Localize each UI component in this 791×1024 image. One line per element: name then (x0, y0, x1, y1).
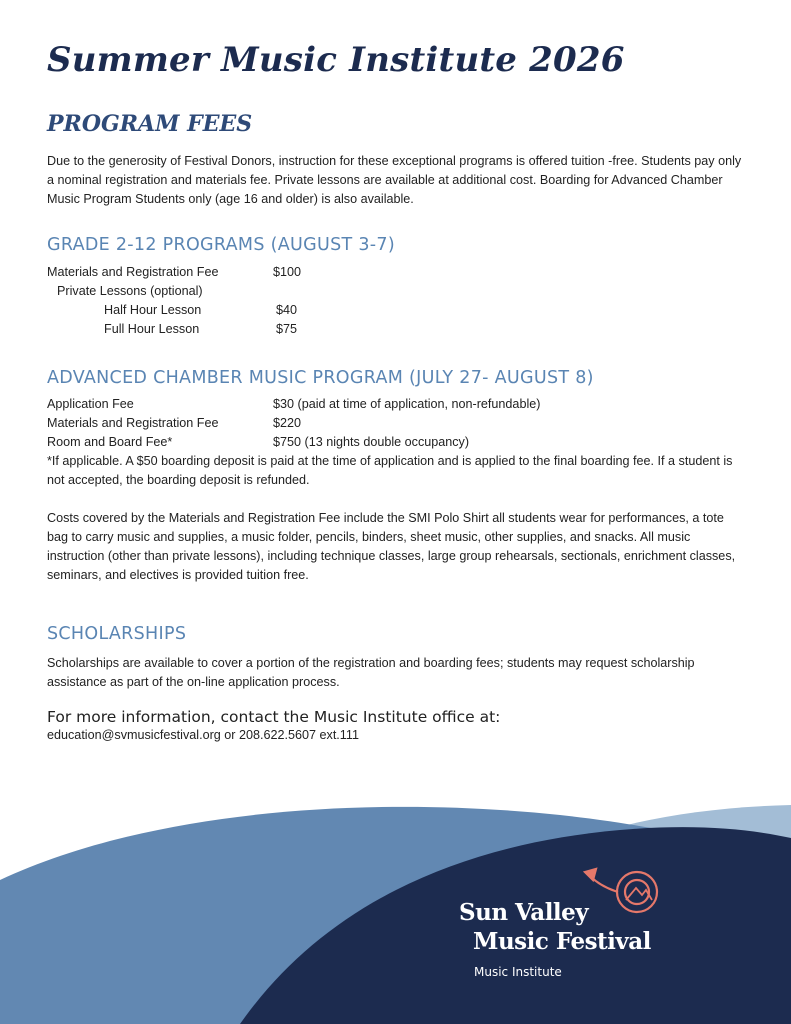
fee-value: $30 (paid at time of application, non-refundable) (273, 397, 541, 411)
fee-label: Half Hour Lesson (104, 303, 202, 317)
contact-heading: For more information, contact the Music Institute office at: (47, 708, 501, 726)
fee-label: Private Lessons (optional) (57, 284, 203, 298)
fee-label: Materials and Registration Fee (47, 416, 219, 430)
grade-programs-heading: GRADE 2-12 PROGRAMS (AUGUST 3-7) (47, 235, 395, 255)
fee-label: Application Fee (47, 397, 134, 411)
scholarships-heading: SCHOLARSHIPS (47, 624, 187, 644)
fee-value: $75 (276, 322, 298, 336)
fee-value: $40 (276, 303, 298, 317)
logo-line-2: Music Festival (473, 928, 651, 955)
costs-paragraph: Costs covered by the Materials and Registration Fee include the SMI Polo Shirt all students wear for performances, a tote bag to carry music and supplies, a music folder, pencils, binders, sheet music, other supplies, and snacks. All music instruction (other than private lessons), including technique classes, large group rehearsals, sectionals, enrichment classes, seminars, and electives is provided tuition free. (47, 511, 736, 582)
section-title-program-fees: PROGRAM FEES (47, 111, 253, 137)
intro-paragraph: Due to the generosity of Festival Donors, instruction for these exceptional programs is offered tuition -free. Students pay only a nominal registration and materials fee. Private lessons are available at additional cost. Boarding for Advanced Chamber Music Program Students only (age 16 and older) is also available. (47, 154, 742, 206)
fee-label: Full Hour Lesson (104, 322, 200, 336)
fee-value: $220 (273, 416, 302, 430)
logo-line-1: Sun Valley (459, 899, 589, 926)
fee-value: $100 (273, 265, 302, 279)
fee-label: Materials and Registration Fee (47, 265, 219, 279)
advanced-program-heading: ADVANCED CHAMBER MUSIC PROGRAM (JULY 27- AUGUST 8) (47, 368, 594, 388)
page-title: Summer Music Institute 2026 (47, 40, 625, 80)
logo-line-3: Music Institute (474, 965, 562, 979)
contact-details[interactable]: education@svmusicfestival.org or 208.622.5607 ext.111 (47, 728, 359, 742)
scholarships-paragraph: Scholarships are available to cover a portion of the registration and boarding fees; students may request scholarship assistance as part of the on-line application process. (47, 656, 695, 689)
fee-label: Room and Board Fee* (47, 435, 173, 449)
boarding-footnote: *If applicable. A $50 boarding deposit is paid at the time of application and is applied to the final boarding fee. If a student is not accepted, the boarding deposit is refunded. (47, 454, 733, 487)
fee-value: $750 (13 nights double occupancy) (273, 435, 470, 449)
